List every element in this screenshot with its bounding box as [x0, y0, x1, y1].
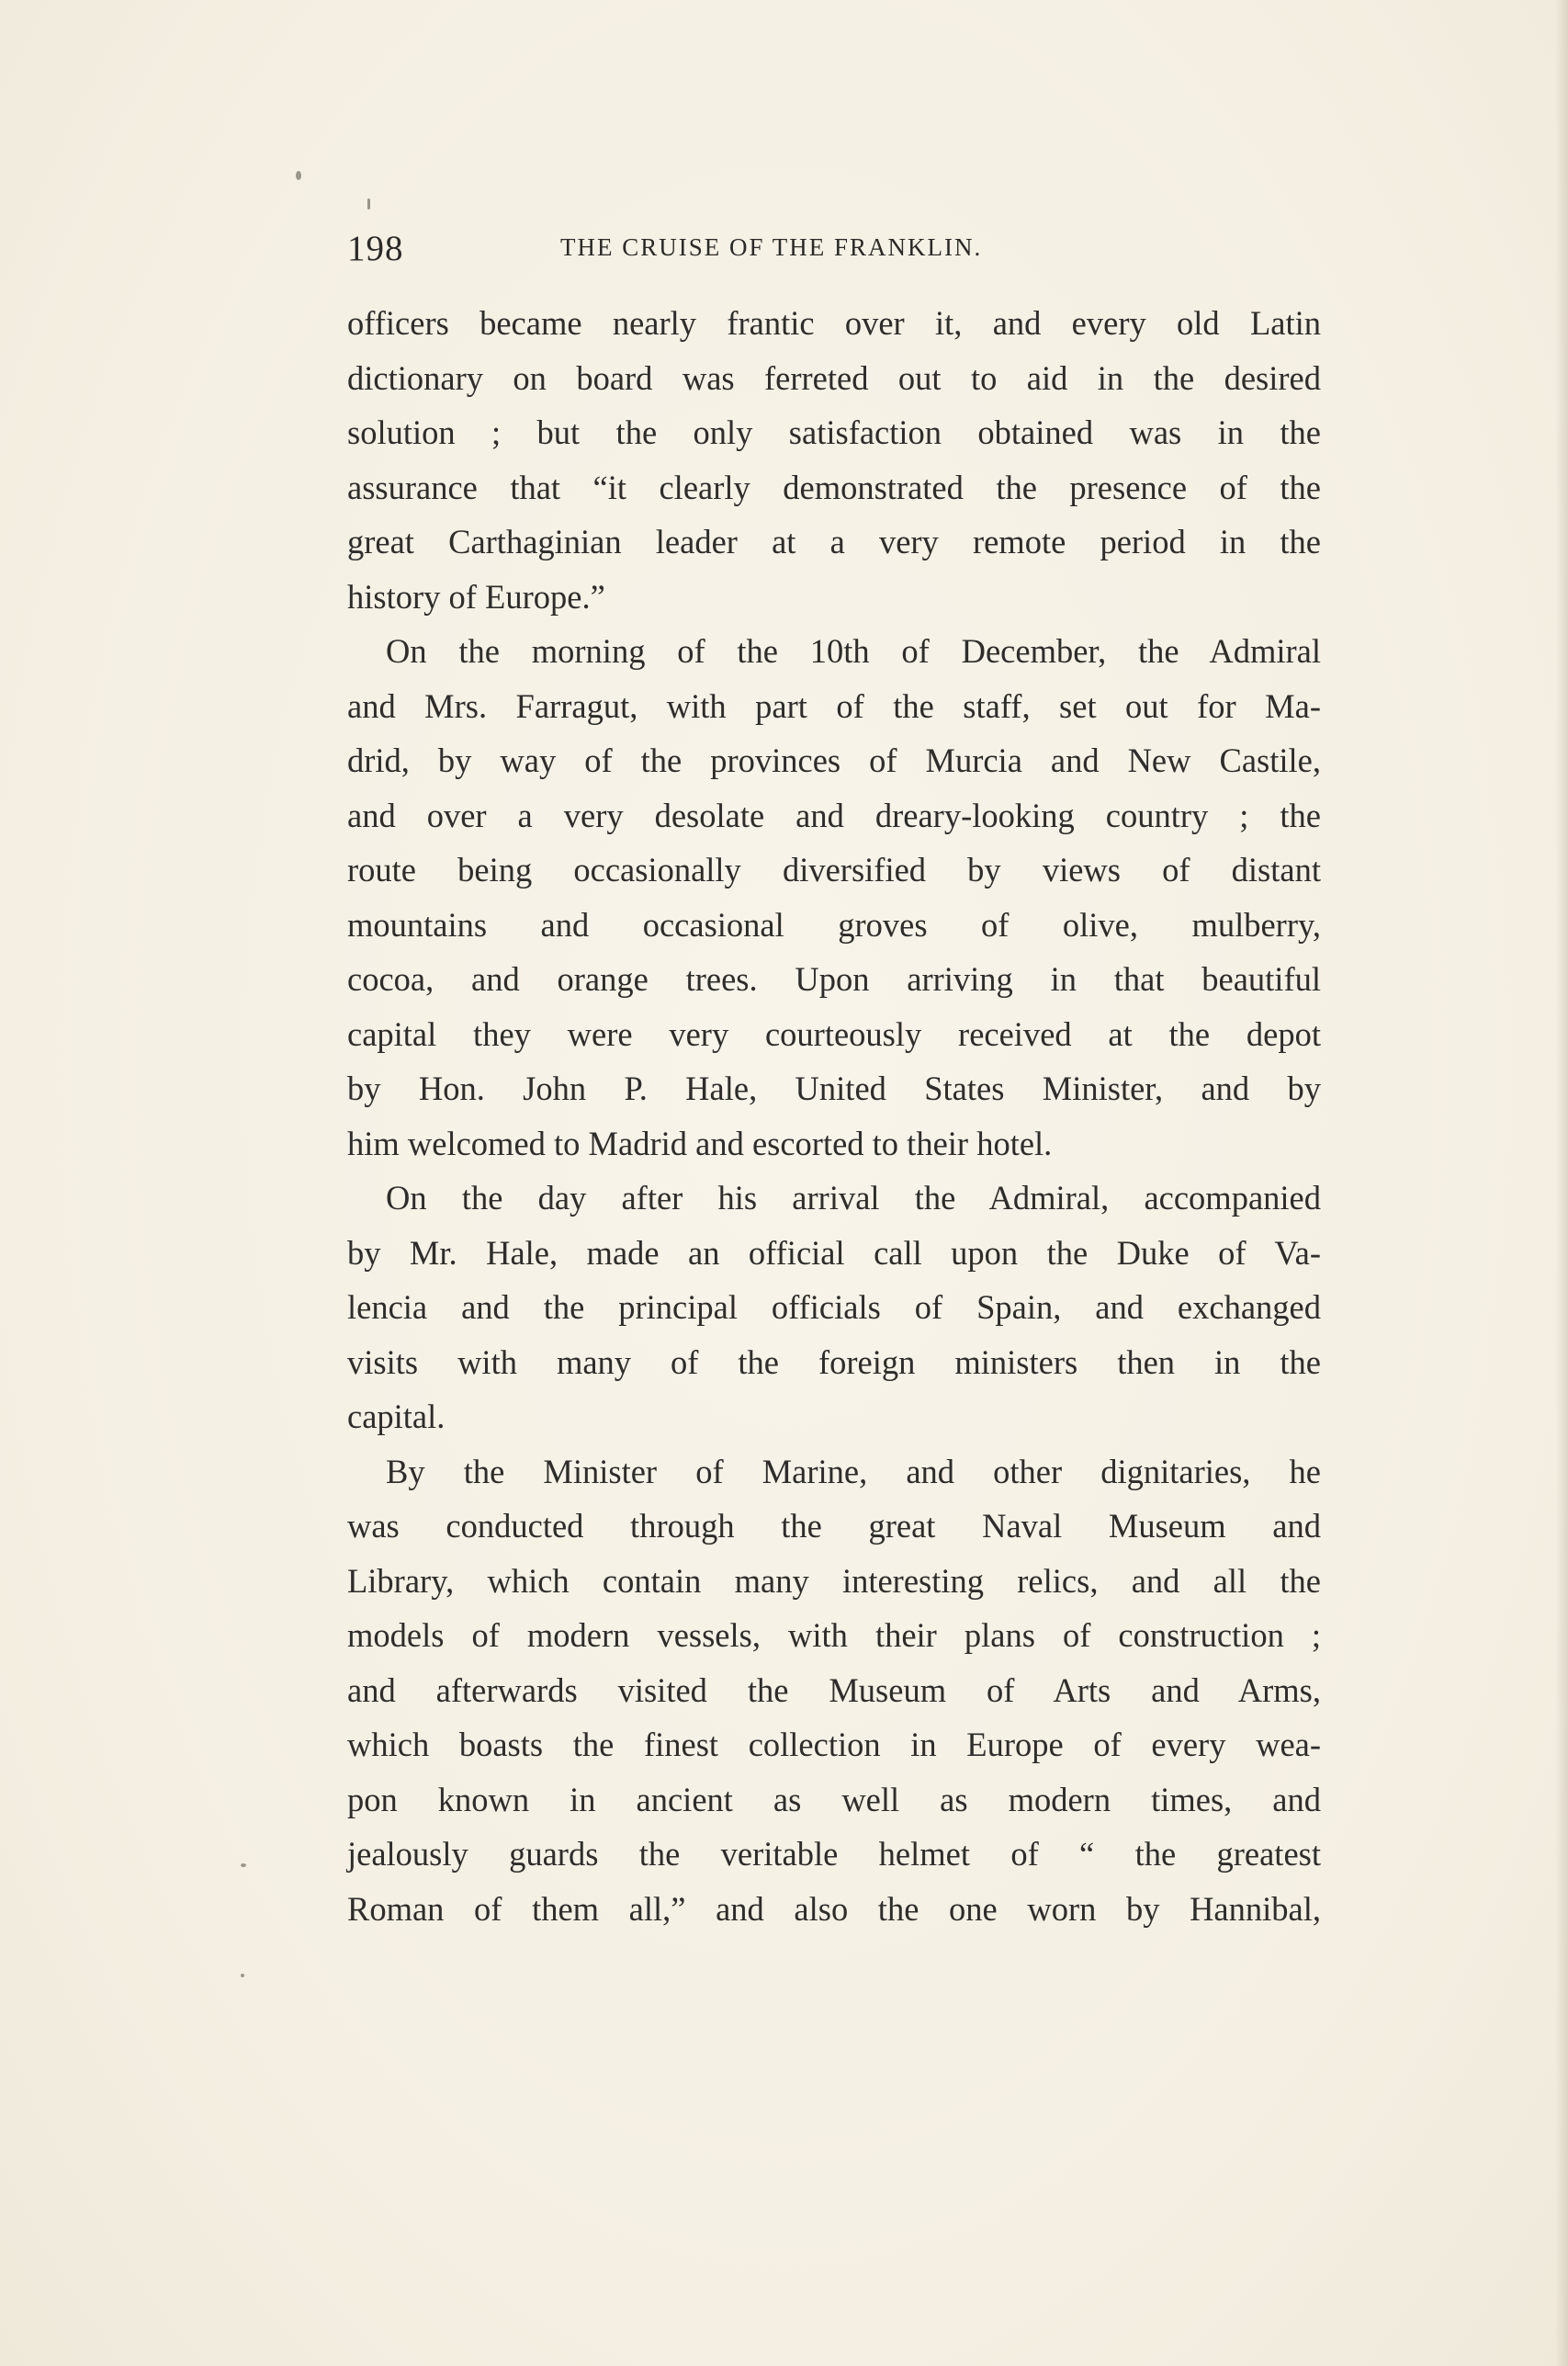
text-line: cocoa, and orange trees. Upon arriving in that beautiful	[347, 960, 1321, 998]
paragraph-start-line: On the morning of the 10th of December, the Admiral	[386, 632, 1321, 670]
text-line: him welcomed to Madrid and escorted to their hotel.	[347, 1124, 1053, 1162]
paragraph-start-line: By the Minister of Marine, and other dignitaries, he	[386, 1452, 1321, 1490]
page-number: 198	[347, 229, 404, 268]
paper-speck	[241, 1974, 244, 1977]
text-line: and afterwards visited the Museum of Arts and Arms,	[347, 1670, 1321, 1709]
text-line: by Mr. Hale, made an official call upon the Duke of Va-	[347, 1233, 1321, 1272]
text-line: and over a very desolate and dreary-looking country ; the	[347, 796, 1321, 834]
body-text	[347, 296, 1321, 1936]
text-line: dictionary on board was ferreted out to aid in the desired	[347, 358, 1321, 397]
paper-speck	[296, 171, 301, 180]
paper-speck	[367, 198, 370, 209]
text-line: Roman of them all,” and also the one worn by Hannibal,	[347, 1889, 1321, 1928]
paragraph-start-line: On the day after his arrival the Admiral, accompanied	[386, 1179, 1321, 1217]
text-line: capital they were very courteously received at the depot	[347, 1014, 1321, 1053]
text-line: by Hon. John P. Hale, United States Minister, and by	[347, 1070, 1321, 1107]
text-line: capital.	[347, 1398, 446, 1435]
page-edge-shadow	[1555, 0, 1568, 2366]
text-line: history of Europe.”	[347, 577, 605, 616]
text-line: and Mrs. Farragut, with part of the staff, set out for Ma-	[347, 686, 1321, 725]
text-line: drid, by way of the provinces of Murcia and New Castile,	[347, 741, 1321, 779]
text-line: great Carthaginian leader at a very remote period in the	[347, 523, 1321, 560]
text-line: officers became nearly frantic over it, and every old Latin	[347, 304, 1321, 342]
text-line: lencia and the principal officials of Spain, and exchanged	[347, 1288, 1321, 1326]
running-head: THE CRUISE OF THE FRANKLIN.	[560, 233, 983, 261]
page-header	[347, 228, 1321, 274]
text-line: pon known in ancient as well as modern times, and	[347, 1780, 1321, 1818]
text-line: which boasts the finest collection in Europe of every wea-	[347, 1726, 1321, 1763]
paper-speck	[241, 1863, 246, 1867]
text-line: visits with many of the foreign ministers then in the	[347, 1342, 1321, 1381]
text-line: route being occasionally diversified by views of distant	[347, 851, 1321, 889]
text-line: mountains and occasional groves of olive, mulberry,	[347, 905, 1321, 944]
text-line: models of modern vessels, with their plans of construction ;	[347, 1616, 1321, 1654]
text-line: Library, which contain many interesting relics, and all the	[347, 1561, 1321, 1600]
text-line: jealously guards the veritable helmet of “ the greatest	[347, 1835, 1321, 1873]
text-line: assurance that “it clearly demonstrated the presence of the	[347, 468, 1321, 506]
text-line: was conducted through the great Naval Museum and	[347, 1507, 1321, 1545]
text-line: solution ; but the only satisfaction obtained was in the	[347, 413, 1321, 451]
